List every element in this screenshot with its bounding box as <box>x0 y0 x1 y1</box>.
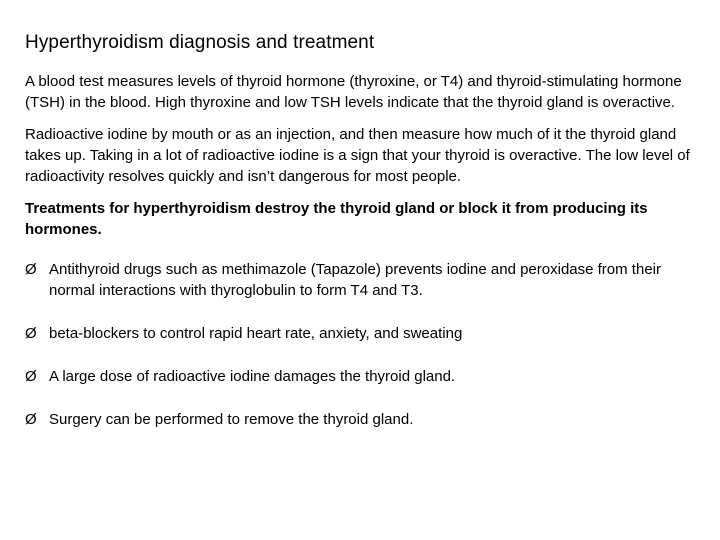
diagnosis-paragraph-blood-test: A blood test measures levels of thyroid hormone (thyroxine, or T4) and thyroid-stimulating hormone (TSH) in the blood. High thyroxine and low TSH levels indicate that the thyroid gland is overactive. <box>25 73 682 111</box>
treatments-heading: Treatments for hyperthyroidism destroy the thyroid gland or block it from producing its hormones. <box>25 200 648 238</box>
list-item-text: Antithyroid drugs such as methimazole (Tapazole) prevents iodine and peroxidase from their normal interactions with thyroglobulin to form T4 and T3. <box>49 261 661 299</box>
list-item <box>25 366 694 387</box>
slide-title: Hyperthyroidism diagnosis and treatment <box>25 32 375 53</box>
diagnosis-paragraph-radioactive-iodine: Radioactive iodine by mouth or as an injection, and then measure how much of it the thyroid gland takes up. Taking in a lot of radioactive iodine is a sign that your thyroid is overactive. The low level of radioactivity resolves quickly and isn’t dangerous for most people. <box>25 126 690 185</box>
list-item-text: beta-blockers to control rapid heart rate, anxiety, and sweating <box>49 325 463 342</box>
list-item-text: A large dose of radioactive iodine damages the thyroid gland. <box>49 368 456 385</box>
arrow-bullet-icon: Ø <box>25 368 37 385</box>
arrow-bullet-icon: Ø <box>25 325 37 342</box>
treatment-list <box>25 259 694 430</box>
arrow-bullet-icon: Ø <box>25 261 37 278</box>
list-item-text: Surgery can be performed to remove the thyroid gland. <box>49 411 414 428</box>
list-item <box>25 409 694 430</box>
arrow-bullet-icon: Ø <box>25 411 37 428</box>
list-item <box>25 323 694 344</box>
list-item <box>25 259 694 301</box>
